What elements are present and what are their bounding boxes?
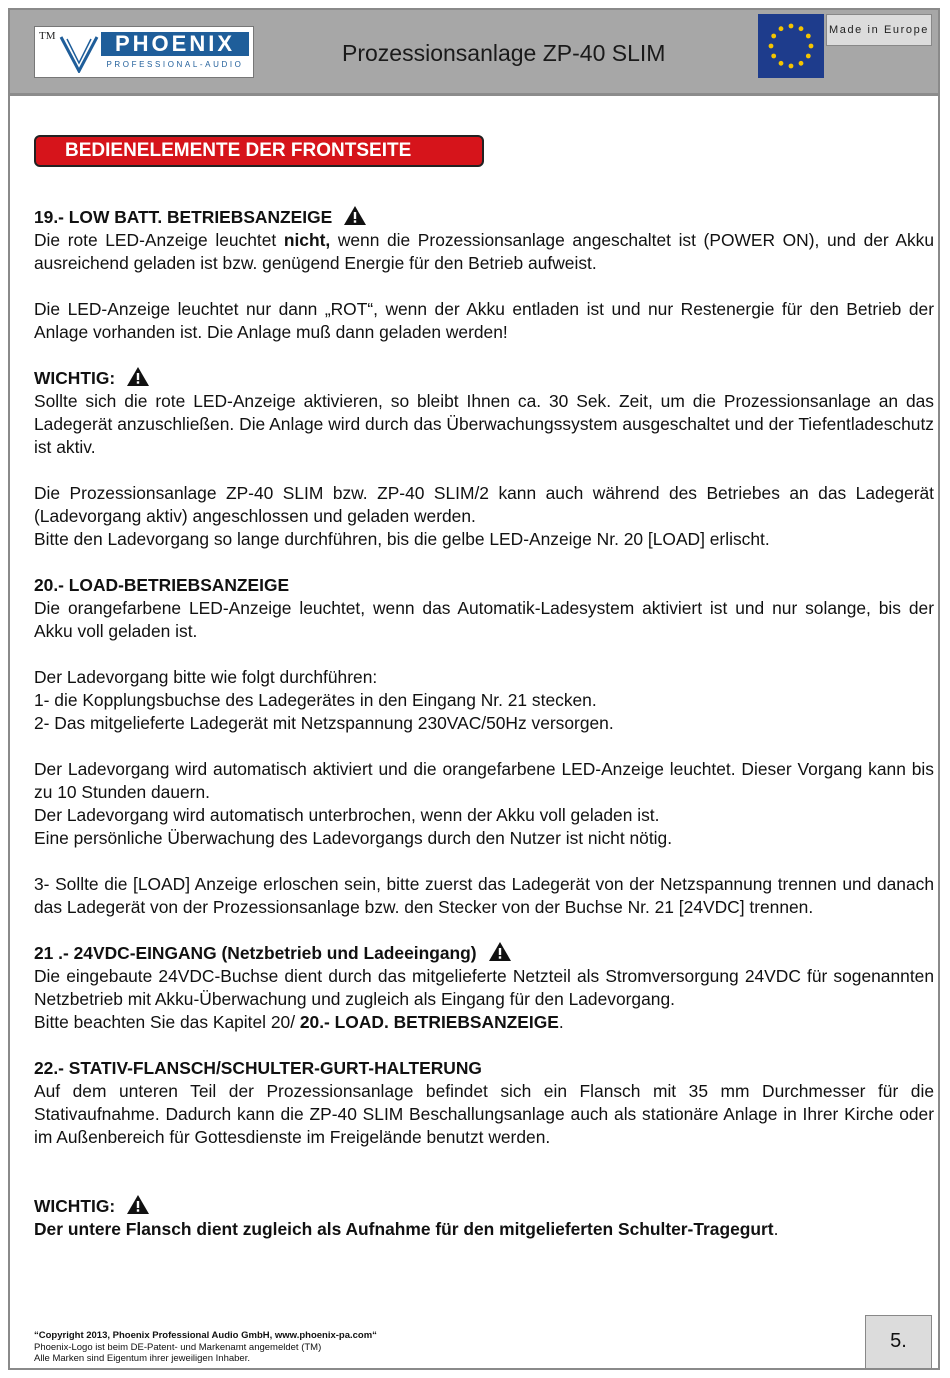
warning-icon (344, 206, 366, 225)
logo-trademark: TM (39, 30, 56, 42)
eu-flag-icon (758, 14, 824, 78)
section-20-paragraph-4: Der Ladevorgang wird automatisch unterbrochen, wenn der Akku voll geladen ist. (34, 805, 660, 825)
logo-brand-text: PHOENIX (101, 32, 249, 56)
logo-v-mark-icon (59, 33, 99, 73)
section-20-paragraph-5: Eine persönliche Überwachung des Ladevorgangs durch den Nutzer ist nicht nötig. (34, 828, 673, 848)
chapter-reference: 20.- LOAD. BETRIEBSANZEIGE (299, 1012, 559, 1032)
page-number: 5. (865, 1315, 932, 1369)
text-run: Bitte beachten Sie das Kapitel 20/ (34, 1012, 300, 1032)
logo-subtitle: PROFESSIONAL-AUDIO (106, 60, 244, 69)
text-run: . (773, 1219, 779, 1239)
text-run: . (558, 1012, 564, 1032)
section-22-paragraph-1: Auf dem unteren Teil der Prozessionsanlage befindet sich ein Flansch mit 35 mm Durchmesser für die Stativaufnahme. Dadurch kann die ZP-40 SLIM Beschallungsanlage auch als stationäre Anlage in Ihrer Kirche oder im Außenbereich für Gottesdienste im Freigelände benutzt werden. (34, 1081, 934, 1147)
emphasis-nicht: nicht, (283, 230, 331, 250)
text-run: Der untere Flansch dient zugleich als Aufnahme für den mitgelieferten Schulter-Tragegurt (34, 1219, 774, 1239)
section-20-step-1: 1- die Kopplungsbuchse des Ladegerätes in den Eingang Nr. 21 stecken. (34, 690, 597, 710)
section-22-heading: 22.- STATIV-FLANSCH/SCHULTER-GURT-HALTERUNG (34, 1058, 482, 1078)
section-19-paragraph-2: Die LED-Anzeige leuchtet nur dann „ROT“, wenn der Akku entladen ist und nur Restenergie für den Betrieb der Anlage vorhanden ist. Die Anlage muß dann geladen werden! (34, 299, 934, 342)
warning-icon (489, 942, 511, 961)
document-title: Prozessionsanlage ZP-40 SLIM (342, 40, 666, 66)
section-21-heading (34, 942, 934, 965)
section-19-paragraph-1 (34, 229, 934, 275)
warning-icon (127, 1195, 149, 1214)
wichtig-text: WICHTIG: (34, 368, 116, 388)
footer-copyright: “Copyright 2013, Phoenix Professional Audio GmbH, www.phoenix-pa.com“ (34, 1330, 377, 1341)
section-20-heading: 20.- LOAD-BETRIEBSANZEIGE (34, 575, 290, 595)
section-21-heading-text: 21 .- 24VDC-EINGANG (Netzbetrieb und Ladeeingang) (34, 943, 477, 963)
wichtig-text: WICHTIG: (34, 1196, 116, 1216)
section-21-paragraph-1: Die eingebaute 24VDC-Buchse dient durch das mitgelieferte Netzteil als Stromversorgung 24VDC für sogenannten Netzbetrieb mit Akku-Überwachung und zugleich als Eingang für den Ladevorgang. (34, 966, 934, 1009)
section-20-step-2: 2- Das mitgelieferte Ladegerät mit Netzspannung 230VAC/50Hz versorgen. (34, 713, 614, 733)
footer-rights-note: Alle Marken sind Eigentum ihrer jeweiligen Inhaber. (34, 1353, 250, 1364)
section-20-step-3: 3- Sollte die [LOAD] Anzeige erloschen sein, bitte zuerst das Ladegerät von der Netzspannung trennen und danach das Ladegerät von der Prozessionsanlage bzw. den Stecker von der Buchse Nr. 21 [24VDC] trennen. (34, 874, 934, 917)
section-19-paragraph-5: Bitte den Ladevorgang so lange durchführen, bis die gelbe LED-Anzeige Nr. 20 [LOAD] erlischt. (34, 529, 770, 549)
text-run: wenn die Prozessionsanlage angeschaltet ist (POWER ON), und der Akku ausreichend geladen ist bzw. genügend Energie für den Betrieb aufweist. (34, 230, 935, 273)
content (34, 206, 934, 1241)
wichtig-label-2 (34, 1195, 934, 1218)
section-banner: BEDIENELEMENTE DER FRONTSEITE (34, 135, 484, 167)
section-20-paragraph-3: Der Ladevorgang wird automatisch aktiviert und die orangefarbene LED-Anzeige leuchtet. Dieser Vorgang kann bis zu 10 Stunden dauern. (34, 759, 934, 802)
section-19-heading-text: 19.- LOW BATT. BETRIEBSANZEIGE (34, 207, 333, 227)
wichtig-label-1 (34, 367, 934, 390)
page-footer (34, 1330, 377, 1365)
warning-icon (127, 367, 149, 386)
section-20-paragraph-1: Die orangefarbene LED-Anzeige leuchtet, wenn das Automatik-Ladesystem aktiviert ist und nur solange, bis der Akku voll geladen ist. (34, 598, 934, 641)
section-22-paragraph-2 (34, 1218, 934, 1241)
section-19-paragraph-4: Die Prozessionsanlage ZP-40 SLIM bzw. ZP-40 SLIM/2 kann auch während des Betriebes an das Ladegerät (Ladevorgang aktiv) angeschlossen und geladen werden. (34, 483, 934, 526)
phoenix-logo (34, 26, 254, 78)
section-19-heading (34, 206, 934, 229)
made-in-europe-label: Made in Europe (826, 14, 932, 46)
text-run: Die rote LED-Anzeige leuchtet (34, 230, 284, 250)
section-20-paragraph-2: Der Ladevorgang bitte wie folgt durchführen: (34, 667, 378, 687)
section-19-paragraph-3: Sollte sich die rote LED-Anzeige aktivieren, so bleibt Ihnen ca. 30 Sek. Zeit, um die Prozessionsanlage an das Ladegerät anzuschließen. Die Anlage wird durch das Überwachungssystem ausgeschaltet und der Tiefentladeschutz ist aktiv. (34, 391, 934, 457)
footer-trademark-note: Phoenix-Logo ist beim DE-Patent- und Markenamt angemeldet (TM) (34, 1341, 322, 1353)
section-21-paragraph-2 (34, 1011, 934, 1034)
